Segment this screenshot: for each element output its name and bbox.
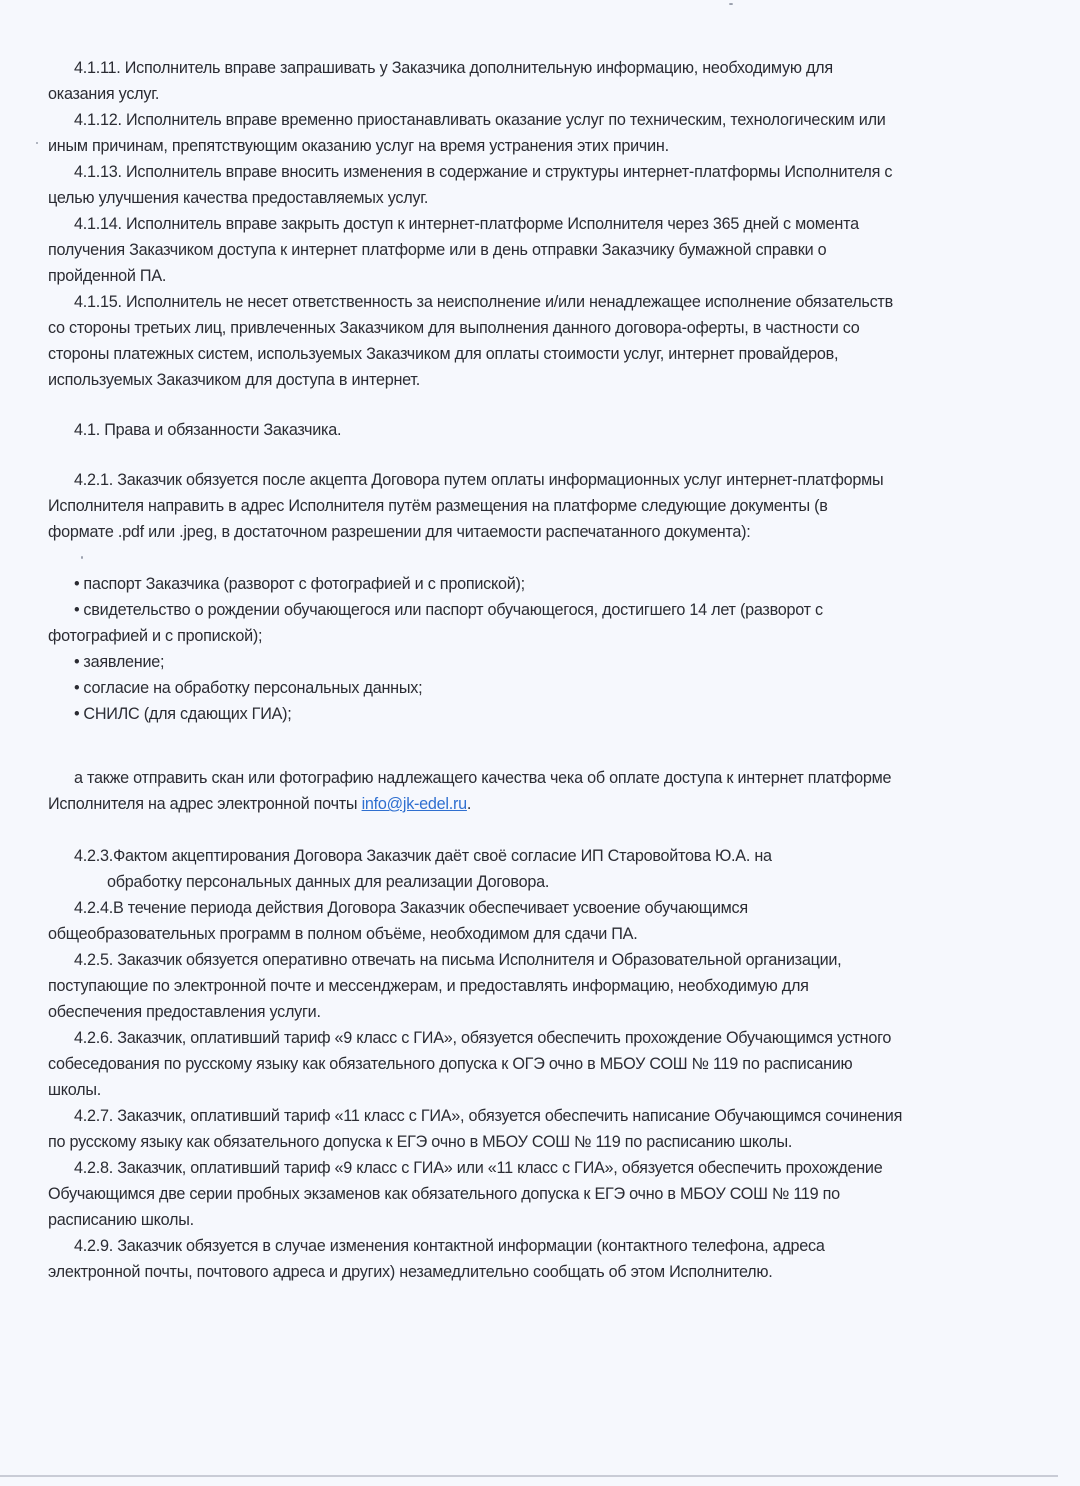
clause-4-2-8-line-2: Обучающимся две серии пробных экзаменов как обязательного допуска к ЕГЭ очно в МБОУ СОШ № 119 по — [48, 1185, 840, 1203]
clause-4-2-1-line-3: формате .pdf или .jpeg, в достаточном разрешении для читаемости распечатанного документа): — [48, 523, 751, 541]
scan-speck — [81, 556, 83, 559]
send-receipt-line-2: Исполнителя на адрес электронной почты info@jk-edel.ru. — [48, 795, 472, 813]
clause-4-1-11-line-1: 4.1.11. Исполнитель вправе запрашивать у Заказчика дополнительную информацию, необходимую для — [74, 59, 833, 77]
clause-4-1-11-line-2: оказания услуг. — [48, 85, 160, 103]
page-edge-shadow — [0, 1475, 1058, 1477]
document-list-item-continuation: фотографией и с пропиской); — [48, 627, 263, 645]
clause-4-2-6-line-3: школы. — [48, 1081, 101, 1099]
bullet-icon: • — [74, 601, 80, 619]
clause-4-1-13-line-2: целью улучшения качества предоставляемых услуг. — [48, 189, 429, 207]
document-list-item: • паспорт Заказчика (разворот с фотографией и с пропиской); — [74, 572, 525, 596]
clause-4-2-5-line-1: 4.2.5. Заказчик обязуется оперативно отвечать на письма Исполнителя и Образовательной организации, — [74, 951, 842, 969]
clause-4-1-13-line-1: 4.1.13. Исполнитель вправе вносить изменения в содержание и структуры интернет-платформы Исполнителя с — [74, 163, 893, 181]
clause-4-1-12-line-2: иным причинам, препятствующим оказанию услуг на время устранения этих причин. — [48, 137, 669, 155]
document-list-item: • согласие на обработку персональных данных; — [74, 676, 422, 700]
bullet-icon: • — [74, 705, 80, 723]
clause-4-2-3-line-1: 4.2.3.Фактом акцептирования Договора Заказчик даёт своё согласие ИП Старовойтова Ю.А. на — [74, 847, 772, 865]
clause-4-1-14-line-1: 4.1.14. Исполнитель вправе закрыть доступ к интернет-платформе Исполнителя через 365 дней с момента — [74, 215, 859, 233]
bullet-icon: • — [74, 679, 80, 697]
clause-4-1-15-line-3: стороны платежных систем, используемых Заказчиком для оплаты стоимости услуг, интернет провайдеров, — [48, 345, 839, 363]
clause-4-2-7-line-1: 4.2.7. Заказчик, оплативший тариф «11 класс с ГИА», обязуется обеспечить написание Обучающимся сочинения — [74, 1107, 903, 1125]
clause-4-2-9-line-1: 4.2.9. Заказчик обязуется в случае изменения контактной информации (контактного телефона, адреса — [74, 1237, 825, 1255]
scan-speck — [729, 3, 733, 5]
clause-4-2-8-line-1: 4.2.8. Заказчик, оплативший тариф «9 класс с ГИА» или «11 класс с ГИА», обязуется обеспечить прохождение — [74, 1159, 883, 1177]
clause-4-2-7-line-2: по русскому языку как обязательного допуска к ЕГЭ очно в МБОУ СОШ № 119 по расписанию школы. — [48, 1133, 793, 1151]
clause-4-2-3-line-2: обработку персональных данных для реализации Договора. — [107, 873, 550, 891]
document-list-item: • свидетельство о рождении обучающегося или паспорт обучающегося, достигшего 14 лет (разворот с — [74, 598, 823, 622]
email-link[interactable]: info@jk-edel.ru — [361, 795, 467, 813]
clause-4-2-9-line-2: электронной почты, почтового адреса и других) незамедлительно сообщать об этом Исполнителю. — [48, 1263, 773, 1281]
section-heading-customer-rights: 4.1. Права и обязанности Заказчика. — [74, 421, 342, 439]
clause-4-2-4-line-1: 4.2.4.В течение периода действия Договора Заказчик обеспечивает усвоение обучающимся — [74, 899, 748, 917]
bullet-icon: • — [74, 575, 80, 593]
clause-4-2-4-line-2: общеобразовательных программ в полном объёме, необходимом для сдачи ПА. — [48, 925, 638, 943]
clause-4-2-5-line-2: поступающие по электронной почте и мессенджерам, и предоставлять информацию, необходимую для — [48, 977, 809, 995]
clause-4-2-5-line-3: обеспечения предоставления услуги. — [48, 1003, 321, 1021]
clause-4-2-6-line-1: 4.2.6. Заказчик, оплативший тариф «9 класс с ГИА», обязуется обеспечить прохождение Обучающимся устного — [74, 1029, 892, 1047]
document-list-item: • заявление; — [74, 650, 164, 674]
clause-4-1-15-line-4: используемых Заказчиком для доступа в интернет. — [48, 371, 420, 389]
clause-4-1-12-line-1: 4.1.12. Исполнитель вправе временно приостанавливать оказание услуг по техническим, технологическим или — [74, 111, 886, 129]
send-receipt-line-1: а также отправить скан или фотографию надлежащего качества чека об оплате доступа к интернет платформе — [74, 769, 892, 787]
clause-4-2-1-line-1: 4.2.1. Заказчик обязуется после акцепта Договора путем оплаты информационных услуг интернет-платформы — [74, 471, 884, 489]
clause-4-1-14-line-3: пройденной ПА. — [48, 267, 167, 285]
clause-4-1-15-line-1: 4.1.15. Исполнитель не несет ответственность за неисполнение и/или ненадлежащее исполнение обязательств — [74, 293, 893, 311]
clause-4-1-14-line-2: получения Заказчиком доступа к интернет платформе или в день отправки Заказчику бумажной справки о — [48, 241, 827, 259]
clause-4-1-15-line-2: со стороны третьих лиц, привлеченных Заказчиком для выполнения данного договора-оферты, в частности со — [48, 319, 860, 337]
clause-4-2-1-line-2: Исполнителя направить в адрес Исполнителя путём размещения на платформе следующие документы (в — [48, 497, 828, 515]
document-list-item: • СНИЛС (для сдающих ГИА); — [74, 702, 292, 726]
bullet-icon: • — [74, 653, 80, 671]
clause-4-2-8-line-3: расписанию школы. — [48, 1211, 194, 1229]
clause-4-2-6-line-2: собеседования по русскому языку как обязательного допуска к ОГЭ очно в МБОУ СОШ № 119 по расписанию — [48, 1055, 853, 1073]
scan-speck — [36, 142, 38, 144]
